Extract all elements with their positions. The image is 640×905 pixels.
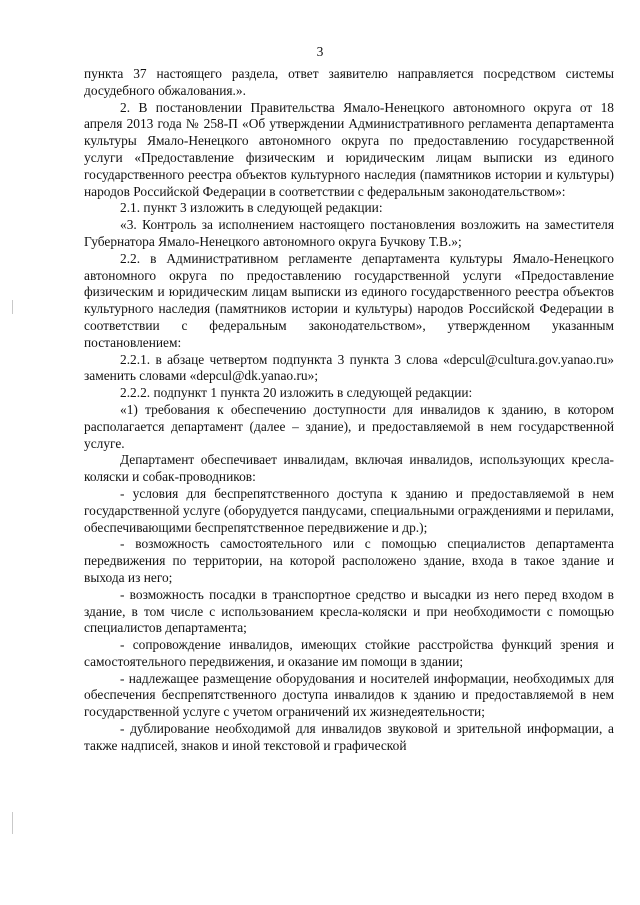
list-item: - условия для беспрепятственного доступа к зданию и предоставляемой в нем государственной услуге (оборудуется пандусами, специальными ограждениями и перилами, обеспечивающими беспрепятственное передвижение и др.); [84,485,614,535]
list-item: - дублирование необходимой для инвалидов звуковой и зрительной информации, а также надписей, знаков и иной текстовой и графической [84,721,614,753]
list-item: - надлежащее размещение оборудования и носителей информации, необходимых для обеспечения беспрепятственного доступа инвалидов к зданию и предоставляемой в нем государственной услуге с учетом ограничений их жизнедеятельности; [84,670,614,720]
list-item: - возможность посадки в транспортное средство и высадки из него перед входом в здание, в том числе с использованием кресла-коляски и при необходимости с помощью специалистов департамента; [84,586,614,636]
list-item: - возможность самостоятельного или с помощью специалистов департамента передвижения по территории, на которой расположено здание, входа в такое здание и выхода из него; [84,536,614,585]
page-number: 3 [316,44,324,59]
paragraph: 2.2.1. в абзаце четвертом подпункта 3 пункта 3 слова «depcul@cultura.gov.yanao.ru» заменить словами «depcul@dk.yanao.ru»; [84,351,614,384]
scan-edge-mark [12,300,13,314]
paragraph: 2. В постановлении Правительства Ямало-Ненецкого автономного округа от 18 апреля 2013 года № 258-П «Об утверждении Административного регламента департамента культуры Ямало-Ненецкого автономного округа по предоставлению государственной услуги «Предоставление физическим и юридическим лицам выписки из единого государственного реестра объектов культурного наследия (памятников истории и культуры) народов Российской Федерации в соответствии с федеральным законодательством»: [84,99,614,199]
list-item: - сопровождение инвалидов, имеющих стойкие расстройства функций зрения и самостоятельного передвижения, и оказание им помощи в здании; [84,637,614,669]
paragraph: Департамент обеспечивает инвалидам, включая инвалидов, использующих кресла-коляски и собак-проводников: [84,452,614,485]
document-body [84,66,614,755]
paragraph: пункта 37 настоящего раздела, ответ заявителю направляется посредством системы досудебного обжалования.». [84,66,614,98]
paragraph: 2.2.2. подпункт 1 пункта 20 изложить в следующей редакции: [120,385,473,401]
paragraph: 2.1. пункт 3 изложить в следующей редакции: [120,200,383,216]
scan-edge-mark [12,812,13,834]
paragraph: 2.2. в Административном регламенте департамента культуры Ямало-Ненецкого автономного округа по предоставлению государственной услуги «Предоставление физическим и юридическим лицам выписки из единого государственного реестра объектов культурного наследия (памятников истории и культуры) народов Российской Федерации в соответствии с федеральным законодательством», утвержденном указанным постановлением: [84,250,614,350]
paragraph: «3. Контроль за исполнением настоящего постановления возложить на заместителя Губернатора Ямало-Ненецкого автономного округа Бучкову Т.В.»; [84,217,614,249]
paragraph: «1) требования к обеспечению доступности для инвалидов к зданию, в котором располагается департамент (далее – здание), и предоставляемой в нем государственной услуге. [84,401,614,451]
